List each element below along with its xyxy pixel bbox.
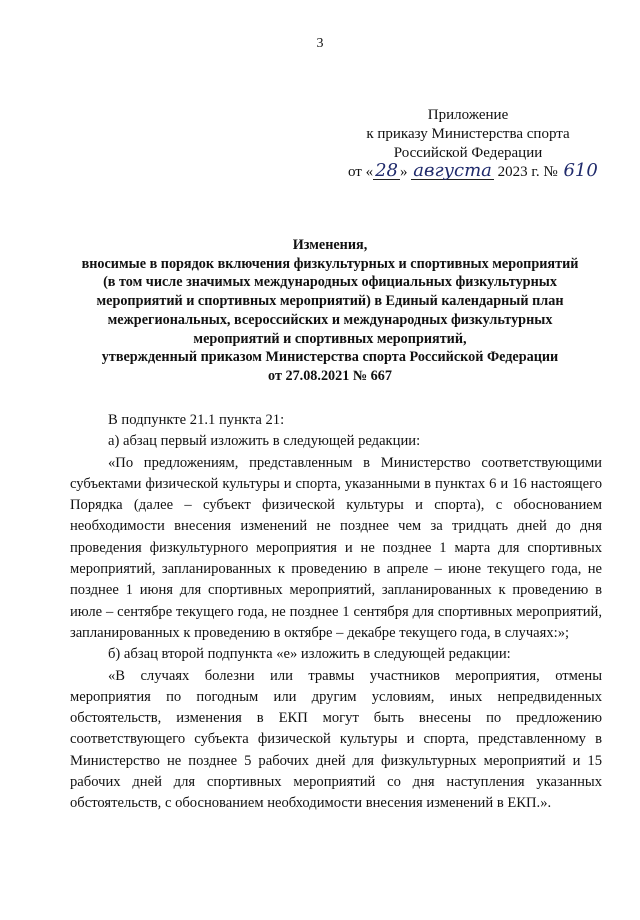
page-number: 3	[316, 36, 324, 51]
document-body	[70, 410, 602, 815]
paragraph-quote-a: «По предложениям, представленным в Министерство соответствующими субъектами физической культуры и спорта, указанными в пунктах 6 и 16 настоящего Порядка (далее – субъект физической культуры и спорта), с обоснованием необходимости внесения изменений не позднее чем за тридцать дней до дня проведения физкультурного мероприятия и не позднее 1 марта для спортивных мероприятий, запланированных к проведению в апреле – июне текущего года, не позднее 1 июня для спортивных мероприятий, запланированных к проведению в июле – сентябре текущего года, не позднее 1 сентября для спортивных мероприятий, запланированных к проведению в октябре – декабре текущего года, в случаях:»;	[70, 454, 602, 641]
title-line: межрегиональных, всероссийских и международных физкультурных	[107, 311, 553, 328]
appendix-block	[348, 106, 598, 182]
title-line: (в том числе значимых международных официальных физкультурных	[103, 274, 557, 291]
title-line: вносимые в порядок включения физкультурных и спортивных мероприятий	[81, 255, 579, 272]
title-line: от 27.08.2021 № 667	[268, 367, 392, 384]
date-prefix: от «	[348, 164, 374, 180]
handwritten-day: 28	[375, 160, 399, 181]
appendix-date-line	[348, 160, 598, 182]
paragraph-item-a: а) абзац первый изложить в следующей редакции:	[108, 433, 421, 450]
year-text: 2023 г. №	[497, 164, 558, 180]
title-line: мероприятий и спортивных мероприятий,	[193, 330, 467, 347]
handwritten-order-number: 610	[563, 160, 598, 181]
paragraph-quote-b: «В случаях болезни или травмы участников мероприятия, отмены мероприятия по погодным или другим условиям, иных непредвиденных обстоятельств, изменения в ЕКП могут быть внесены по предложению соответствующего субъекта физической культуры и спорта, представленному в Министерство не позднее 5 рабочих дней для физкультурных мероприятий и 15 рабочих дней для спортивных мероприятий со дня наступления указанных обстоятельств, с обоснованием необходимости внесения изменений в ЕКП.».	[70, 667, 602, 812]
appendix-order-ref: к приказу Министерства спорта	[366, 126, 570, 142]
appendix-heading: Приложение	[427, 107, 509, 123]
document-title	[60, 236, 600, 386]
paragraph-item-b: б) абзац второй подпункта «е» изложить в следующей редакции:	[108, 646, 511, 663]
handwritten-month: августа	[413, 160, 492, 181]
appendix-country: Российской Федерации	[393, 145, 543, 161]
title-line: мероприятий и спортивных мероприятий) в Единый календарный план	[96, 293, 564, 310]
paragraph-subpoint: В подпункте 21.1 пункта 21:	[108, 412, 285, 428]
date-mid: »	[400, 164, 408, 180]
title-line: утвержденный приказом Министерства спорта Российской Федерации	[101, 349, 559, 366]
title-line: Изменения,	[292, 237, 368, 253]
